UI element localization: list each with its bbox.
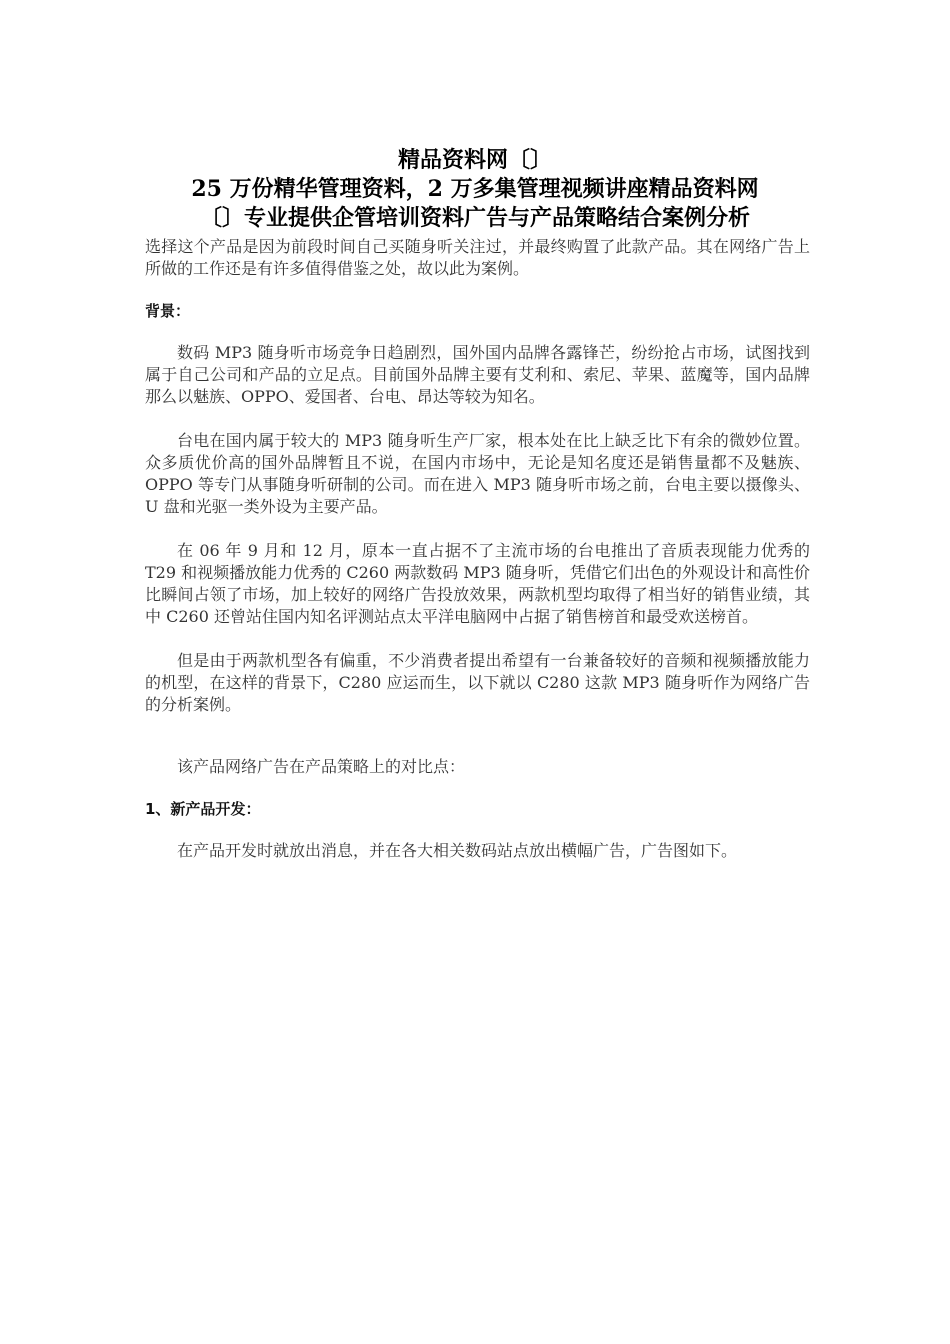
section-1-paragraph: 在产品开发时就放出消息，并在各大相关数码站点放出横幅广告，广告图如下。	[177, 841, 738, 860]
paragraph-company: 台电在国内属于较大的 MP3 随身听生产厂家，根本处在比上缺乏比下有余的微妙位置。众多质优价高的国外品牌暂且不说，在国内市场中，无论是知名度还是销售量都不及魅族、OPPO 等专门从事随身听研制的公司。而在进入 MP3 随身听市场之前，台电主要以摄像头、U 盘和光驱一类外设为主要产品。	[145, 431, 810, 516]
paragraph-c280: 但是由于两款机型各有偏重，不少消费者提出希望有一台兼备较好的音频和视频播放能力的机型，在这样的背景下，C280 应运而生，以下就以 C280 这款 MP3 随身听作为网络广告的分析案例。	[145, 651, 810, 714]
title-line-1: 精品资料网〔〕	[397, 147, 552, 173]
background-heading: 背景：	[145, 302, 191, 320]
section-1-heading: 1、新产品开发：	[145, 800, 261, 818]
document-body	[145, 236, 810, 862]
comparison-intro: 该产品网络广告在产品策略上的对比点：	[177, 757, 466, 776]
title-line-2: 25 万份精华管理资料，2 万多集管理视频讲座精品资料网	[191, 176, 759, 202]
paragraph-products: 在 06 年 9 月和 12 月，原本一直占据不了主流市场的台电推出了音质表现能力优秀的 T29 和视频播放能力优秀的 C260 两款数码 MP3 随身听，凭借它们出色的外观设计和高性价比瞬间占领了市场，加上较好的网络广告投放效果，两款机型均取得了相当好的销售业绩，其中 C260 还曾站住国内知名评测站点太平洋电脑网中占据了销售榜首和最受欢送榜首。	[145, 541, 810, 626]
intro-paragraph: 选择这个产品是因为前段时间自己买随身听关注过，并最终购置了此款产品。其在网络广告上所做的工作还是有许多值得借鉴之处，故以此为案例。	[145, 237, 810, 278]
document-title	[130, 146, 820, 233]
title-line-3: 〔〕专业提供企管培训资料广告与产品策略结合案例分析	[199, 205, 750, 231]
paragraph-market: 数码 MP3 随身听市场竞争日趋剧烈，国外国内品牌各露锋芒，纷纷抢占市场，试图找到属于自己公司和产品的立足点。目前国外品牌主要有艾利和、索尼、苹果、蓝魔等，国内品牌那么以魅族、OPPO、爱国者、台电、昂达等较为知名。	[145, 343, 810, 406]
